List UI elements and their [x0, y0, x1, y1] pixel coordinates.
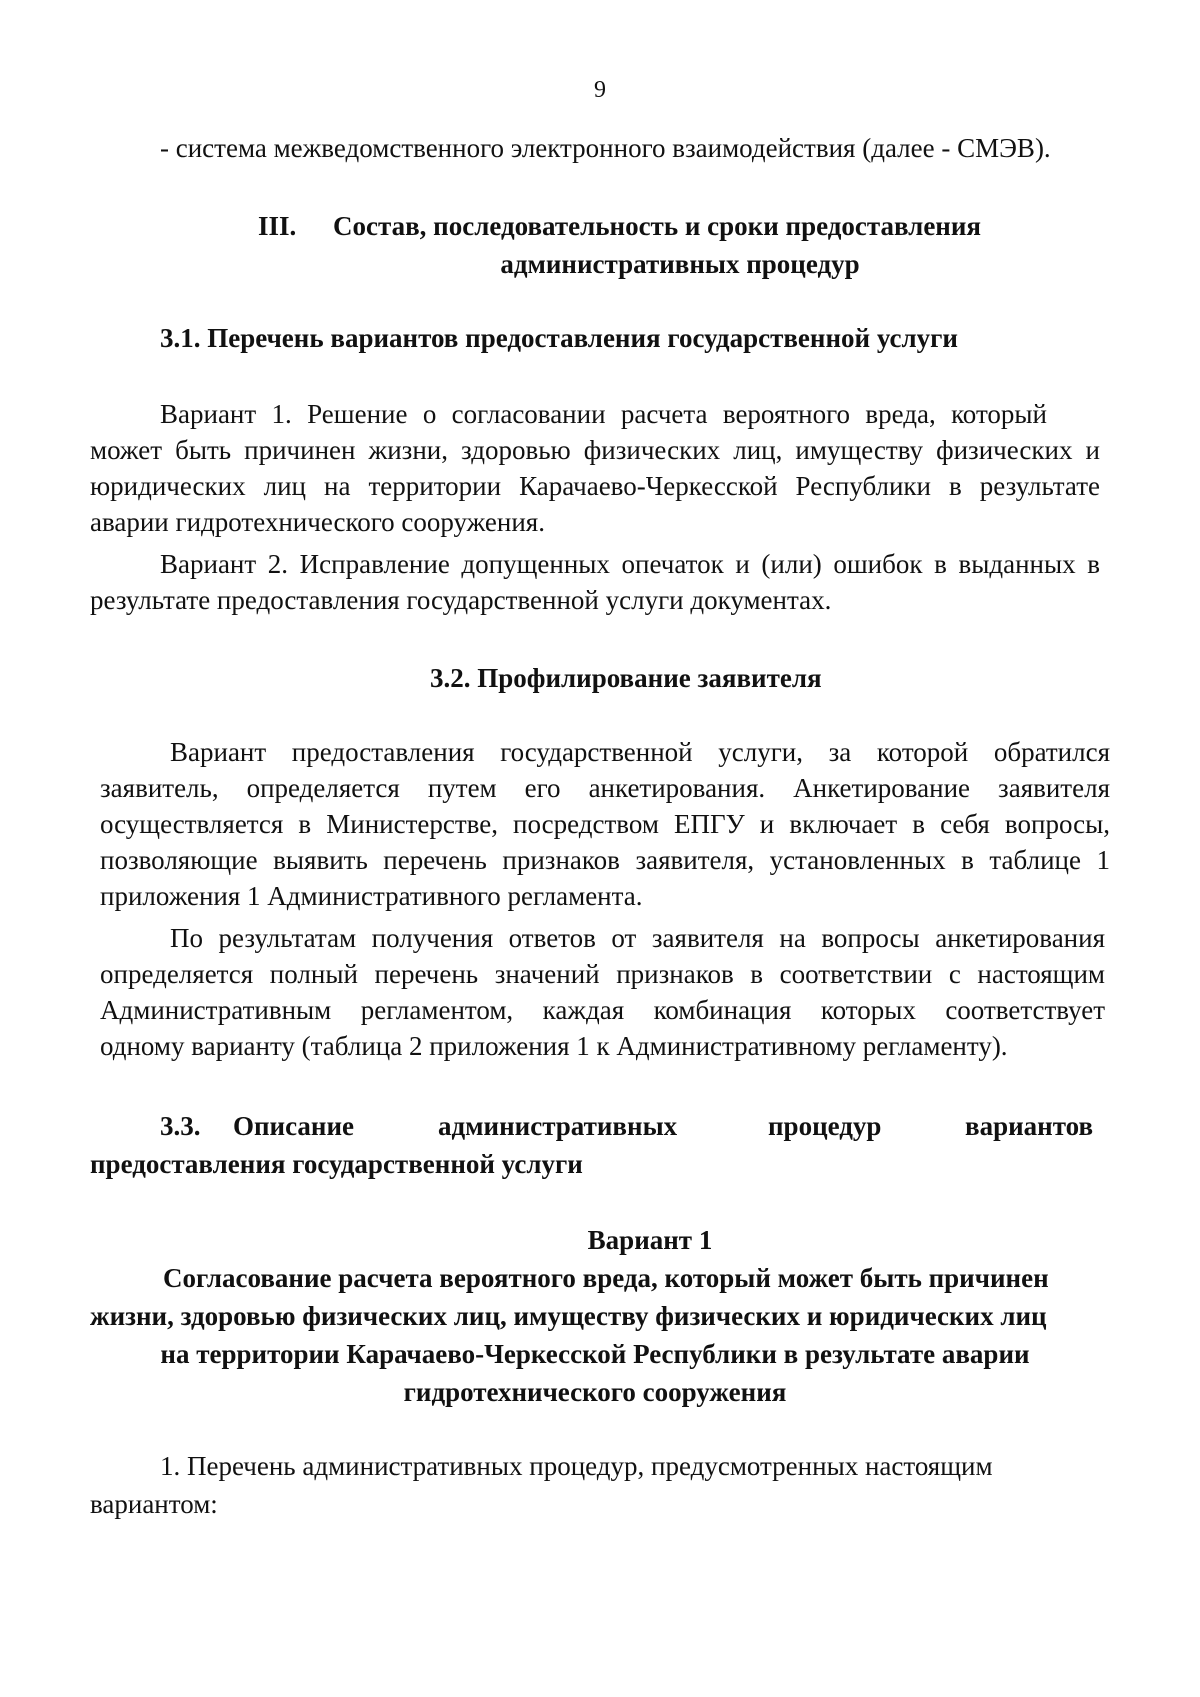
profiling-line: одному варианту (таблица 2 приложения 1 к Административному регламенту).	[100, 1031, 1008, 1061]
profiling-line: заявитель, определяется путем его анкетирования. Анкетирование заявителя	[100, 773, 1110, 803]
subsection-3-3-heading-line2: предоставления государственной услуги	[90, 1149, 583, 1179]
variant1-line: может быть причинен жизни, здоровью физических лиц, имуществу физических и	[90, 435, 1100, 465]
profiling-line: Административным регламентом, каждая комбинация которых соответствует	[100, 995, 1105, 1025]
profiling-line: осуществляется в Министерстве, посредством ЕПГУ и включает в себя вопросы,	[100, 809, 1110, 839]
smev-definition: - система межведомственного электронного взаимодействия (далее - СМЭВ).	[160, 133, 1051, 163]
variant2-paragraph	[90, 546, 1100, 618]
profiling-line: Вариант предоставления государственной услуги, за которой обратился	[170, 737, 1110, 767]
profiling-paragraph-2	[100, 920, 1105, 1064]
subsection-3-2-heading: 3.2. Профилирование заявителя	[430, 663, 822, 693]
variant-1-heading-line: Согласование расчета вероятного вреда, который может быть причинен	[163, 1263, 1049, 1293]
variant-1-heading-line: на территории Карачаево-Черкесской Республики в результате аварии	[160, 1339, 1030, 1369]
subsection-3-1-heading: 3.1. Перечень вариантов предоставления государственной услуги	[160, 323, 958, 353]
profiling-paragraph-1	[100, 734, 1110, 914]
profiling-line: По результатам получения ответов от заявителя на вопросы анкетирования	[170, 923, 1105, 953]
procedures-intro-line2: вариантом:	[90, 1489, 218, 1519]
variant1-line: Вариант 1. Решение о согласовании расчета вероятного вреда, который	[160, 399, 1047, 429]
variant-1-title: Вариант 1	[587, 1225, 713, 1255]
procedures-intro-line1: 1. Перечень административных процедур, предусмотренных настоящим	[160, 1451, 993, 1481]
variant-1-heading-line: гидротехнического сооружения	[403, 1377, 787, 1407]
subsection-3-3-word: процедур	[768, 1111, 882, 1141]
subsection-3-3-word: Описание	[233, 1111, 355, 1141]
subsection-3-3-word: административных	[438, 1111, 678, 1141]
profiling-line: приложения 1 Административного регламента.	[100, 881, 643, 911]
profiling-line: позволяющие выявить перечень признаков заявителя, установленных в таблице 1	[100, 845, 1110, 875]
subsection-3-3-number: 3.3.	[160, 1111, 201, 1141]
variant1-paragraph	[90, 396, 1100, 540]
page-number: 9	[594, 77, 606, 103]
profiling-line: определяется полный перечень значений признаков в соответствии с настоящим	[100, 959, 1105, 989]
subsection-3-3-word: вариантов	[965, 1111, 1094, 1141]
section-title-line2: административных процедур	[500, 249, 860, 279]
section-number: III.	[258, 211, 297, 241]
variant-1-heading-line: жизни, здоровью физических лиц, имуществу физических и юридических лиц	[90, 1301, 1047, 1331]
section-title-line1: Состав, последовательность и сроки предоставления	[333, 211, 982, 241]
variant2-line: результате предоставления государственной услуги документах.	[90, 585, 832, 615]
variant1-line: аварии гидротехнического сооружения.	[90, 507, 545, 537]
variant1-line: юридических лиц на территории Карачаево-Черкесской Республики в результате	[90, 471, 1100, 501]
variant2-line: Вариант 2. Исправление допущенных опечаток и (или) ошибок в выданных в	[160, 549, 1100, 579]
